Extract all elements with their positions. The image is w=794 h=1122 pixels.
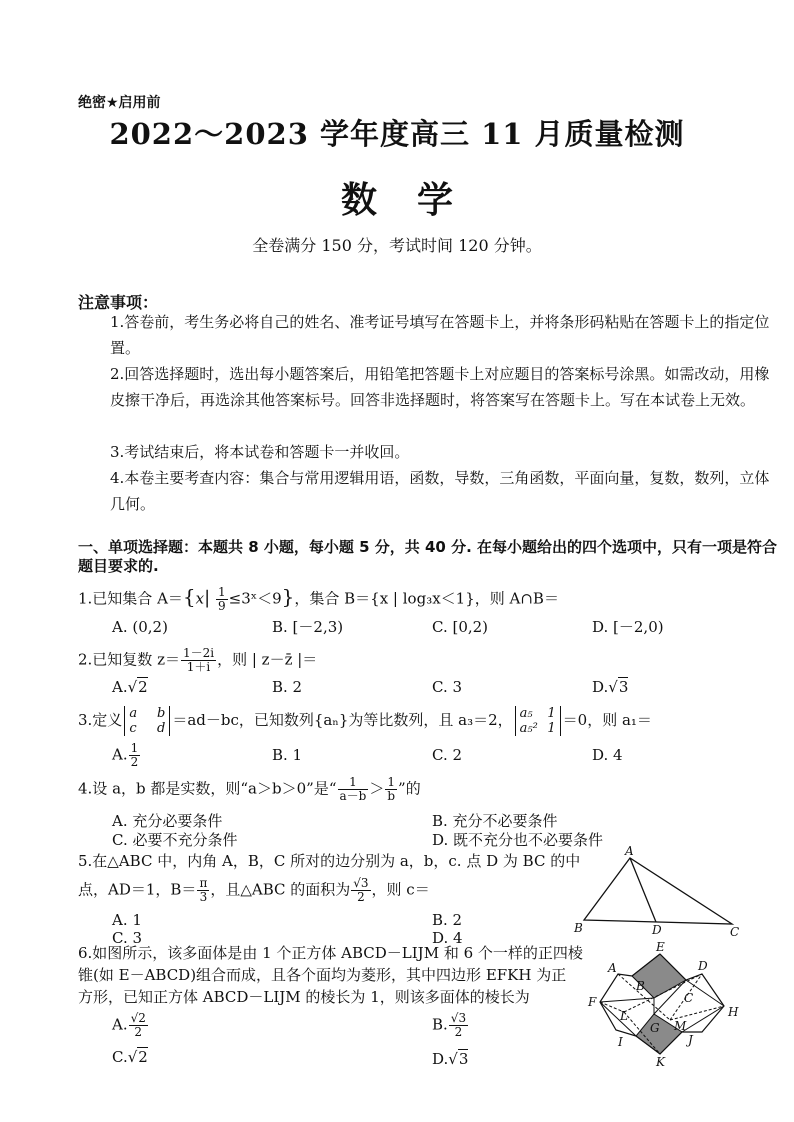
question-5-line-1: 5.在△ABC 中，内角 A，B，C 所对的边分别为 a，b，c. 点 D 为 BC 的中: [78, 852, 581, 870]
q2-option-b[interactable]: B. 2: [272, 678, 303, 696]
q1-option-a[interactable]: A. (0,2): [112, 618, 168, 636]
q6-option-b[interactable]: B. $\frac{√3}{2}$: [432, 1011, 467, 1039]
question-3-stem: 3.定义 a b c d ＝ad－bc，已知数列{aₙ}为等比数列，且 a₃＝2， a₅ 1 a₅² 1 ＝0，则 a₁＝: [78, 706, 652, 736]
label-d: D: [698, 959, 708, 973]
q5-option-c[interactable]: C. 3: [112, 929, 143, 947]
hidden-edge-5: [670, 1006, 724, 1020]
question-6-line-1: 6.如图所示，该多面体是由 1 个正方体 ABCD－LIJM 和 6 个一样的正四棱: [78, 944, 583, 962]
label-a: A: [608, 961, 617, 975]
question-5-line-2: 点，AD＝1，B＝ $\frac{\pi}{3}$ ，且△ABC 的面积为 $\frac{√3}{2}$ ，则 c＝: [78, 876, 430, 904]
label-b: B: [574, 921, 583, 935]
label-l: L: [620, 1009, 628, 1023]
q3-option-a[interactable]: A. $\frac{1}{2}$: [112, 741, 139, 769]
label-c: C: [730, 925, 740, 936]
q3-option-b[interactable]: B. 1: [272, 746, 303, 764]
section-1-heading: 一、单项选择题：本题共 8 小题，每小题 5 分，共 40 分. 在每小题给出的四个选项中，只有一项是符合题目要求的.: [78, 538, 778, 575]
determinant-condition: a₅ 1 a₅² 1: [515, 706, 561, 736]
notice-item-1: 1.答卷前，考生务必将自己的姓名、准考证号填写在答题卡上，并将条形码粘贴在答题卡上的指定位置。: [110, 313, 770, 357]
q1-option-c[interactable]: C. [0,2): [432, 618, 489, 636]
label-b: B: [636, 979, 645, 993]
q2-option-d[interactable]: D.√3: [592, 678, 629, 696]
label-j: J: [688, 1033, 693, 1047]
label-f: F: [588, 995, 597, 1009]
label-c: C: [684, 991, 694, 1005]
determinant-definition: a b c d: [124, 706, 170, 736]
label-k: K: [656, 1055, 665, 1069]
label-m: M: [674, 1019, 687, 1033]
question-6-line-2: 锥(如 E－ABCD)组合而成，且各个面均为菱形，其中四边形 EFKH 为正: [78, 966, 567, 984]
notice-item-4: 4.本卷主要考查内容：集合与常用逻辑用语，函数，导数，三角函数，平面向量，复数，数列，立体几何。: [110, 469, 770, 513]
label-d: D: [652, 923, 662, 936]
q2-option-c[interactable]: C. 3: [432, 678, 463, 696]
label-g: G: [650, 1021, 660, 1035]
q4-option-b[interactable]: B. 充分不必要条件: [432, 812, 558, 830]
triangle-figure: [570, 846, 750, 936]
q6-option-c[interactable]: C.√2: [112, 1048, 148, 1066]
exam-title: 2022～2023 学年度高三 11 月质量检测: [109, 117, 685, 151]
q6-option-a[interactable]: A. $\frac{√2}{2}$: [112, 1011, 146, 1039]
q4-option-c[interactable]: C. 必要不充分条件: [112, 831, 238, 849]
q3-option-c[interactable]: C. 2: [432, 746, 463, 764]
q2-option-a[interactable]: A.√2: [112, 678, 148, 696]
q3-option-d[interactable]: D. 4: [592, 746, 623, 764]
label-i: I: [618, 1035, 623, 1049]
q5-option-b[interactable]: B. 2: [432, 911, 463, 929]
polyhedron-figure: [584, 940, 744, 1070]
question-2-stem: 2.已知复数 z＝ $\frac{1-2i}{1+i}$ ，则 | z－z̄ |＝: [78, 646, 318, 674]
notice-item-2: 2.回答选择题时，选出每小题答案后，用铅笔把答题卡上对应题目的答案标号涂黑。如需改动，用橡皮擦干净后，再选涂其他答案标号。回答非选择题时，将答案写在答题卡上。写在本试卷上无效。: [110, 365, 770, 409]
triangle-abc: [584, 858, 732, 924]
median-ad: [630, 858, 656, 922]
exam-info: 全卷满分 150 分，考试时间 120 分钟。: [252, 236, 542, 255]
notice-heading: 注意事项：: [78, 293, 159, 312]
confidential-mark: 绝密★启用前: [78, 95, 161, 111]
q6-option-d[interactable]: D.√3: [432, 1050, 469, 1068]
label-h: H: [728, 1005, 739, 1019]
label-e: E: [656, 940, 665, 954]
q4-option-d[interactable]: D. 既不充分也不必要条件: [432, 831, 604, 849]
edge-j-h: [682, 1006, 724, 1032]
label-a: A: [625, 846, 634, 858]
q5-option-a[interactable]: A. 1: [112, 911, 142, 929]
notice-item-3: 3.考试结束后，将本试卷和答题卡一并收回。: [110, 443, 410, 461]
question-1-stem: 1.已知集合 A＝{x| $\frac{1}{9}$ ≤3ˣ＜9}，集合 B＝{x | log₃x＜1}，则 A∩B＝: [78, 584, 559, 613]
question-4-stem: 4.设 a，b 都是实数，则“a＞b＞0”是“ $\frac{1}{a-b}$ ＞ $\frac{1}{b}$ ”的: [78, 775, 421, 803]
q1-option-b[interactable]: B. [－2,3): [272, 618, 344, 636]
q1-option-d[interactable]: D. [－2,0): [592, 618, 664, 636]
subject-title: 数学: [340, 179, 493, 221]
q5-option-d[interactable]: D. 4: [432, 929, 463, 947]
question-6-line-3: 方形，已知正方体 ABCD－LIJM 的棱长为 1，则该多面体的棱长为: [78, 988, 530, 1006]
q4-option-a[interactable]: A. 充分必要条件: [112, 812, 223, 830]
